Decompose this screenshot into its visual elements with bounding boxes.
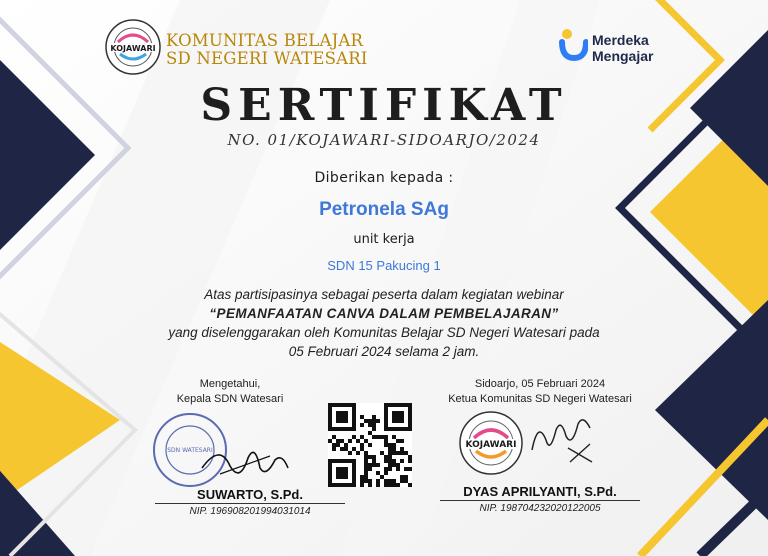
body-line-1: Atas partisipasinya sebagai peserta dalam kegiatan webinar <box>204 287 564 302</box>
recipient-name: Petronela SAg <box>319 199 449 220</box>
certificate-number: NO. 01/KOJAWARI-SIDOARJO/2024 <box>227 131 541 149</box>
unit-label: unit kerja <box>353 232 415 247</box>
svg-text:KOJAWARI: KOJAWARI <box>110 44 156 53</box>
left-sign-line2: Kepala SDN Watesari <box>176 393 284 405</box>
left-sign-line1: Mengetahui, <box>199 378 261 390</box>
right-sign-underline <box>440 500 640 501</box>
right-sign-line2: Ketua Komunitas SD Negeri Watesari <box>448 393 632 405</box>
right-signature <box>528 410 598 465</box>
body-line-4: 05 Februari 2024 selama 2 jam. <box>288 344 480 359</box>
right-sign-line1: Sidoarjo, 05 Februari 2024 <box>474 378 606 390</box>
unit-value: SDN 15 Pakucing 1 <box>327 258 441 273</box>
svg-text:KOJAWARI: KOJAWARI <box>465 440 517 450</box>
right-sign-name: DYAS APRILYANTI, S.Pd. <box>463 484 617 499</box>
left-sign-underline <box>155 503 345 504</box>
left-sign-nip: NIP. 196908201994031014 <box>189 506 311 517</box>
event-name: “PEMANFAATAN CANVA DALAM PEMBELAJARAN” <box>209 306 559 321</box>
organization-name-line2: SD NEGERI WATESARI <box>166 49 368 68</box>
left-signature <box>200 438 290 483</box>
kojawari-logo <box>104 18 162 76</box>
merdeka-mengajar-logo <box>558 28 588 66</box>
right-sign-nip: NIP. 198704232020122005 <box>479 503 601 514</box>
given-to-label: Diberikan kepada : <box>314 170 454 186</box>
left-sign-name: SUWARTO, S.Pd. <box>197 487 303 502</box>
certificate-body <box>0 285 768 361</box>
organization-name-line1: KOMUNITAS BELAJAR <box>166 31 364 50</box>
merdeka-mengajar-text <box>592 32 653 64</box>
partner-line1: Merdeka <box>592 32 649 48</box>
certificate-title: SERTIFIKAT <box>200 80 568 131</box>
qr-code-icon <box>328 403 412 487</box>
body-line-3: yang diselenggarakan oleh Komunitas Belajar SD Negeri Watesari pada <box>168 325 600 340</box>
kojawari-stamp-logo <box>458 410 524 476</box>
svg-text:SDN WATESARI: SDN WATESARI <box>167 447 213 454</box>
partner-line2: Mengajar <box>592 48 654 64</box>
